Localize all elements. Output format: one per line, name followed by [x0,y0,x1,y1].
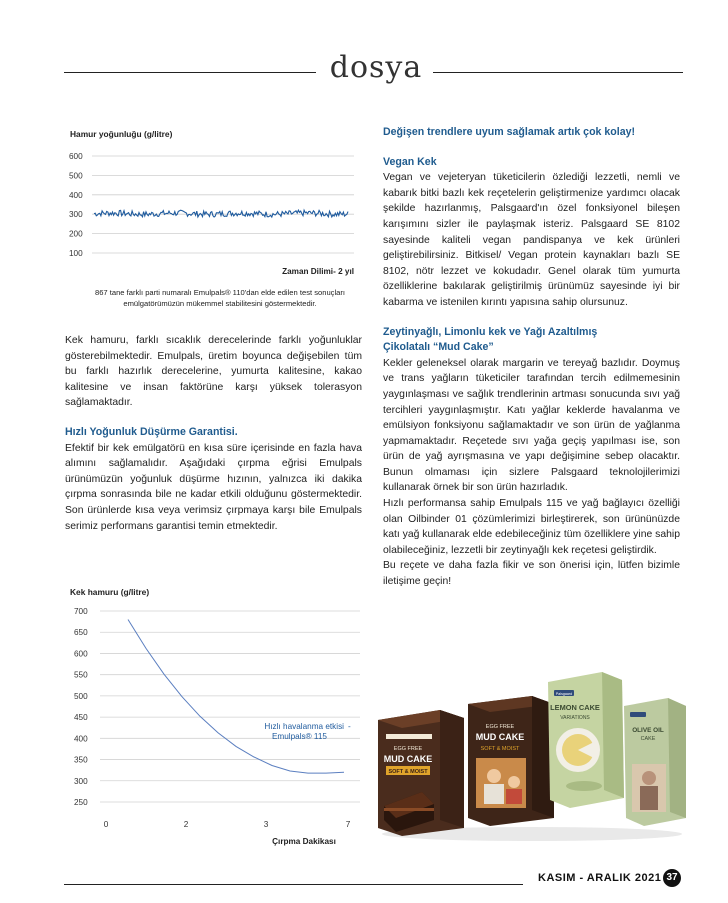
bag1-text-2: VARIATIONS [560,715,590,721]
chart1-x-label: Zaman Dilimi- 2 yıl [282,267,354,276]
chart2-y-tick: 550 [74,670,88,680]
whipping-chart-svg [64,580,364,852]
bag2-text-2: CAKE [640,736,656,742]
chart1-y-tick: 300 [69,210,83,220]
chart2-annotation-line1: Hızlı havalanma etkisi [264,722,344,731]
bag2-text-1: OLIVE OIL [632,727,664,734]
chart1-y-tick: 500 [69,171,83,181]
left-paragraph-2: Efektif bir kek emülgatörü en kısa süre içerisinde en fazla hava alımını sağlamalıdır. Aşağıdaki çırpma eğrisi Emulpals ürünümüzün yoğunluk düşürme hızının, yalnızca iki dakika çırpma sonrasında bile ne kadar etkili olduğunu göstermektedir. Son ürünlerde kısa veya verimsiz çırpmaya karşı bile Emulpals serimiz performans garantisi temin etmektedir. [65,442,362,532]
mud-cake-box-back [468,696,554,826]
chart2-series-line [128,620,344,774]
box1-text-1: EGG FREE [393,746,423,752]
bag1-brand: Palsgaard [555,692,573,696]
box2-text-3: SOFT & MOIST [480,746,520,752]
chart1-y-tick: 400 [69,190,83,200]
right-main-heading: Değişen trendlere uyum sağlamak artık çok kolay! [383,126,635,138]
density-chart-svg [64,122,374,282]
chart2-x-tick: 2 [183,820,189,829]
left-paragraph-1: Kek hamuru, farklı sıcaklık derecelerinde farklı yoğunluklar gösterebilmektedir. Emulpals, üretim boyunca değişebilen tüm bu farklı hazırlık derecelerine, yumurta kalitesine, kakao kalitesine ve insan faktörüne karşı yüksek tolerasyon sağlamaktadır. [65,335,362,409]
chart2-x-label: Çırpma Dakikası [272,837,336,846]
chart2-y-tick: 250 [74,798,88,807]
vegan-paragraph: Vegan ve vejeteryan tüketicilerin özlediği lezzetli, nemli ve kabarık bitki bazlı kek reçetelerin geliştirmenize yardımcı olacak şekilde hazırlanmış, Palsgaard'ın özel fonksiyonel bileşen karışımını sizler ile paylaşmak isteriz. Palsgaard SE 8102 sayesinde kaliteli vegan pandispanya ve kek ürünleri geliştirebilirsiniz. Bitkisel/ Vegan protein kaynakları bazlı SE 8102, nötr lezzet ve kokudadır. Genel olarak tüm yumurta özelliklerine bakılarak geliştirilmiş ürünümüz sayesinde iyi bir kabarma ve istenilen kırıntı yapısına sahip olursunuz. [383,172,680,308]
chart1-title: Hamur yoğunluğu (g/litre) [70,129,173,139]
chart1-y-tick: 100 [69,249,83,258]
product-photo [372,668,692,844]
header-rule-left [64,72,316,73]
chart2-annotation-line2: Emulpals® 115 [271,732,327,741]
header-rule-right [433,72,683,73]
whipping-curve-chart [64,580,364,852]
bag1-text-1: LEMON CAKE [550,703,600,712]
olive-oil-cake-bag [624,698,686,826]
section-title: dosya [329,50,423,85]
vegan-heading: Vegan Kek [383,155,437,168]
chart2-y-tick: 350 [74,755,88,765]
lemon-cake-bag [548,672,624,808]
chart2-y-tick: 600 [74,649,88,659]
mud-heading-line2: Çikolatalı “Mud Cake” [383,341,494,354]
mud-paragraph-2: Hızlı performansa sahip Emulpals 115 ve yağ bağlayıcı özelliği olan Oilbinder 01 çözümlerimizi birleştirerek, son ürününüzde katı yağ kullanarak elde edebileceğiniz tüm özelliklere yine sahip olabileceğiniz, lezzetli bir zeytinyağlı kek reçetesi geliştirdik. [383,498,680,556]
box1-text-3: SOFT & MOIST [388,769,428,775]
chart2-y-tick: 400 [74,734,88,744]
left-heading: Hızlı Yoğunluk Düşürme Garantisi. [65,425,238,438]
chart1-y-tick: 200 [69,229,83,239]
chart2-y-tick: 700 [74,607,88,616]
chart2-annotation-dash: - [348,722,351,731]
chart2-x-tick: 3 [263,820,269,829]
chart2-y-tick: 450 [74,713,88,723]
density-stability-chart [64,122,374,282]
box2-text-2: MUD CAKE [475,732,525,742]
box1-text-2: MUD CAKE [383,754,433,764]
mud-heading-line1: Zeytinyağlı, Limonlu kek ve Yağı Azaltılmış [383,325,598,338]
chart2-y-tick: 300 [74,776,88,786]
left-column [65,333,362,534]
chart1-y-tick: 600 [69,152,83,161]
mud-paragraph-3: Bu reçete ve daha fazla fikir ve son önerisi için, lütfen bizimle iletişime geçin! [383,560,680,588]
mud-cake-box-front [378,710,464,836]
chart2-title: Kek hamuru (g/litre) [70,587,150,597]
chart1-series-line [94,210,348,217]
right-column [383,125,680,590]
issue-label: KASIM - ARALIK 2021 [538,872,662,884]
chart2-y-tick: 500 [74,691,88,701]
product-illustration [372,668,692,844]
chart2-x-tick: 0 [103,820,109,829]
chart2-x-tick: 7 [345,820,351,829]
mud-paragraph-1: Kekler geleneksel olarak margarin ve tereyağ bazlıdır. Doymuş ve trans yağların tüketiciler tarafından tercih edilmemesinin yaygınlaşması ve sağlık trendlerinin artması sonucunda sıvı yağ tercihleri yaygınlaşmıştır. Katı yağlar keklerde havalanma ve emülsiyon fonksiyonu sağlamaktadır ve son ürün de yağlanma yapmamaktadır. Reçetede sıvı yağa geçiş yapılması ise, son ürün de yağ ayrışmasına ve yapı değişimine sebep olacaktır. Bunun olmaması için sizlere Palsgaard teknolojilerimizi kullanarak örnek bir son ürün hazırladık. [383,357,680,494]
footer-rule [64,884,523,885]
page-number: 37 [663,869,681,887]
chart1-caption: 867 tane farklı parti numaralı Emulpals® 110'dan elde edilen test sonuçları emülgatörümüzün mükemmel stabilitesini göstermektedir. [94,288,346,308]
chart2-y-tick: 650 [74,628,88,638]
box2-text-1: EGG FREE [485,724,515,730]
